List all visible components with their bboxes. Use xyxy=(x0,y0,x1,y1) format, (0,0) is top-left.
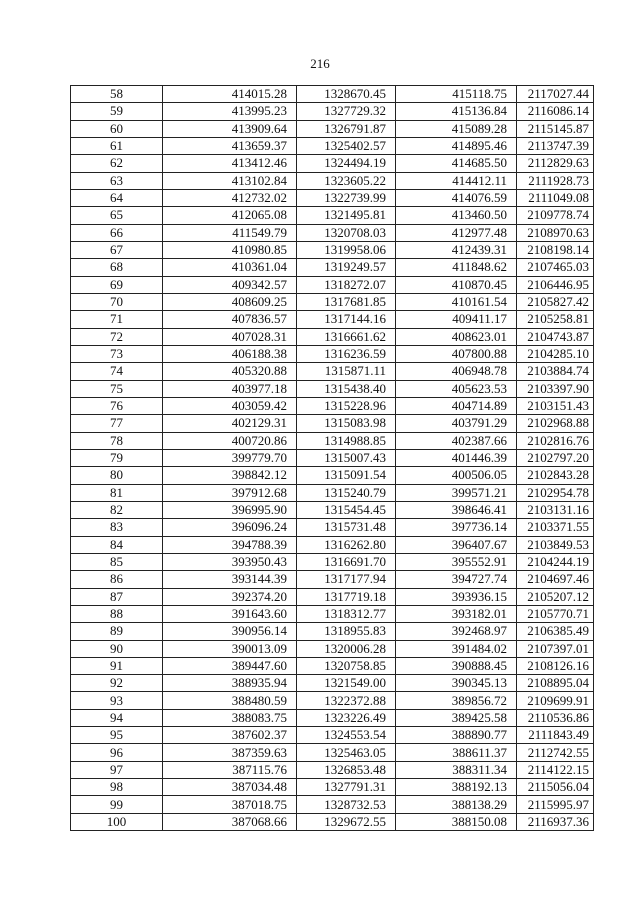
y2-cell: 2116086.14 xyxy=(517,103,594,120)
x2-cell: 390888.45 xyxy=(396,657,517,674)
table-row xyxy=(71,571,594,588)
y2-cell: 2107465.03 xyxy=(517,259,594,276)
y1-cell: 1318955.83 xyxy=(297,623,396,640)
y2-cell: 2109778.74 xyxy=(517,207,594,224)
point-number-cell: 78 xyxy=(71,432,163,449)
table-row xyxy=(71,501,594,518)
point-number-cell: 59 xyxy=(71,103,163,120)
x1-cell: 387115.76 xyxy=(163,761,297,778)
table-row xyxy=(71,86,594,103)
table-row xyxy=(71,189,594,206)
point-number-cell: 81 xyxy=(71,484,163,501)
y2-cell: 2117027.44 xyxy=(517,86,594,103)
table-row xyxy=(71,588,594,605)
y1-cell: 1326853.48 xyxy=(297,761,396,778)
point-number-cell: 67 xyxy=(71,241,163,258)
x1-cell: 413412.46 xyxy=(163,155,297,172)
x1-cell: 387068.66 xyxy=(163,813,297,830)
y1-cell: 1315083.98 xyxy=(297,415,396,432)
x2-cell: 414412.11 xyxy=(396,172,517,189)
x1-cell: 412065.08 xyxy=(163,207,297,224)
x1-cell: 412732.02 xyxy=(163,189,297,206)
x1-cell: 388083.75 xyxy=(163,709,297,726)
table-row xyxy=(71,484,594,501)
table-row xyxy=(71,813,594,830)
x2-cell: 388192.13 xyxy=(396,779,517,796)
y2-cell: 2102843.28 xyxy=(517,467,594,484)
table-row xyxy=(71,449,594,466)
point-number-cell: 70 xyxy=(71,293,163,310)
x1-cell: 390013.09 xyxy=(163,640,297,657)
x2-cell: 393182.01 xyxy=(396,605,517,622)
table-row xyxy=(71,345,594,362)
y2-cell: 2105207.12 xyxy=(517,588,594,605)
point-number-cell: 77 xyxy=(71,415,163,432)
x2-cell: 406948.78 xyxy=(396,363,517,380)
y1-cell: 1320708.03 xyxy=(297,224,396,241)
x2-cell: 389425.58 xyxy=(396,709,517,726)
point-number-cell: 93 xyxy=(71,692,163,709)
x2-cell: 395552.91 xyxy=(396,553,517,570)
y1-cell: 1318272.07 xyxy=(297,276,396,293)
x2-cell: 407800.88 xyxy=(396,345,517,362)
y1-cell: 1315454.45 xyxy=(297,501,396,518)
y1-cell: 1329672.55 xyxy=(297,813,396,830)
y1-cell: 1322372.88 xyxy=(297,692,396,709)
y1-cell: 1320006.28 xyxy=(297,640,396,657)
y2-cell: 2108198.14 xyxy=(517,241,594,258)
point-number-cell: 62 xyxy=(71,155,163,172)
x1-cell: 410980.85 xyxy=(163,241,297,258)
y1-cell: 1320758.85 xyxy=(297,657,396,674)
x1-cell: 396096.24 xyxy=(163,519,297,536)
x2-cell: 414895.46 xyxy=(396,137,517,154)
point-number-cell: 80 xyxy=(71,467,163,484)
y2-cell: 2105258.81 xyxy=(517,311,594,328)
x1-cell: 408609.25 xyxy=(163,293,297,310)
x1-cell: 407028.31 xyxy=(163,328,297,345)
y1-cell: 1315240.79 xyxy=(297,484,396,501)
table-row xyxy=(71,380,594,397)
y2-cell: 2103131.16 xyxy=(517,501,594,518)
x2-cell: 392468.97 xyxy=(396,623,517,640)
x2-cell: 388138.29 xyxy=(396,796,517,813)
y1-cell: 1318312.77 xyxy=(297,605,396,622)
table-row xyxy=(71,224,594,241)
table-row xyxy=(71,311,594,328)
x2-cell: 398646.41 xyxy=(396,501,517,518)
y1-cell: 1314988.85 xyxy=(297,432,396,449)
point-number-cell: 85 xyxy=(71,553,163,570)
y2-cell: 2103849.53 xyxy=(517,536,594,553)
x1-cell: 402129.31 xyxy=(163,415,297,432)
y2-cell: 2111928.73 xyxy=(517,172,594,189)
point-number-cell: 75 xyxy=(71,380,163,397)
y2-cell: 2105770.71 xyxy=(517,605,594,622)
y1-cell: 1315007.43 xyxy=(297,449,396,466)
table-row xyxy=(71,519,594,536)
x1-cell: 388935.94 xyxy=(163,675,297,692)
x1-cell: 387359.63 xyxy=(163,744,297,761)
coordinates-table-body xyxy=(71,86,594,831)
y2-cell: 2106385.49 xyxy=(517,623,594,640)
point-number-cell: 74 xyxy=(71,363,163,380)
x1-cell: 411549.79 xyxy=(163,224,297,241)
y1-cell: 1327729.32 xyxy=(297,103,396,120)
x1-cell: 394788.39 xyxy=(163,536,297,553)
x1-cell: 393144.39 xyxy=(163,571,297,588)
coordinates-table xyxy=(70,85,594,831)
y2-cell: 2106446.95 xyxy=(517,276,594,293)
point-number-cell: 86 xyxy=(71,571,163,588)
table-row xyxy=(71,536,594,553)
x1-cell: 388480.59 xyxy=(163,692,297,709)
point-number-cell: 83 xyxy=(71,519,163,536)
y2-cell: 2108970.63 xyxy=(517,224,594,241)
x2-cell: 388150.08 xyxy=(396,813,517,830)
table-row xyxy=(71,241,594,258)
table-row xyxy=(71,675,594,692)
x2-cell: 396407.67 xyxy=(396,536,517,553)
x1-cell: 396995.90 xyxy=(163,501,297,518)
table-row xyxy=(71,293,594,310)
table-row xyxy=(71,657,594,674)
y2-cell: 2105827.42 xyxy=(517,293,594,310)
x2-cell: 403791.29 xyxy=(396,415,517,432)
y1-cell: 1315091.54 xyxy=(297,467,396,484)
x1-cell: 400720.86 xyxy=(163,432,297,449)
y2-cell: 2103151.43 xyxy=(517,397,594,414)
x2-cell: 411848.62 xyxy=(396,259,517,276)
point-number-cell: 97 xyxy=(71,761,163,778)
table-row xyxy=(71,709,594,726)
table-row xyxy=(71,415,594,432)
point-number-cell: 61 xyxy=(71,137,163,154)
x2-cell: 415136.84 xyxy=(396,103,517,120)
x1-cell: 387602.37 xyxy=(163,727,297,744)
x2-cell: 394727.74 xyxy=(396,571,517,588)
x1-cell: 392374.20 xyxy=(163,588,297,605)
y1-cell: 1317177.94 xyxy=(297,571,396,588)
x2-cell: 402387.66 xyxy=(396,432,517,449)
x1-cell: 390956.14 xyxy=(163,623,297,640)
y1-cell: 1319249.57 xyxy=(297,259,396,276)
x1-cell: 393950.43 xyxy=(163,553,297,570)
point-number-cell: 88 xyxy=(71,605,163,622)
point-number-cell: 64 xyxy=(71,189,163,206)
x2-cell: 391484.02 xyxy=(396,640,517,657)
page-number: 216 xyxy=(310,56,330,71)
point-number-cell: 71 xyxy=(71,311,163,328)
y2-cell: 2111843.49 xyxy=(517,727,594,744)
point-number-cell: 69 xyxy=(71,276,163,293)
x1-cell: 405320.88 xyxy=(163,363,297,380)
y2-cell: 2104697.46 xyxy=(517,571,594,588)
x2-cell: 405623.53 xyxy=(396,380,517,397)
y2-cell: 2102797.20 xyxy=(517,449,594,466)
y1-cell: 1315731.48 xyxy=(297,519,396,536)
point-number-cell: 68 xyxy=(71,259,163,276)
table-row xyxy=(71,692,594,709)
y2-cell: 2104285.10 xyxy=(517,345,594,362)
x2-cell: 388890.77 xyxy=(396,727,517,744)
x2-cell: 400506.05 xyxy=(396,467,517,484)
y2-cell: 2102954.78 xyxy=(517,484,594,501)
y1-cell: 1326791.87 xyxy=(297,120,396,137)
x1-cell: 403059.42 xyxy=(163,397,297,414)
x1-cell: 397912.68 xyxy=(163,484,297,501)
table-row xyxy=(71,207,594,224)
y2-cell: 2115995.97 xyxy=(517,796,594,813)
point-number-cell: 84 xyxy=(71,536,163,553)
x2-cell: 415089.28 xyxy=(396,120,517,137)
x2-cell: 401446.39 xyxy=(396,449,517,466)
x1-cell: 391643.60 xyxy=(163,605,297,622)
y1-cell: 1321549.00 xyxy=(297,675,396,692)
point-number-cell: 73 xyxy=(71,345,163,362)
x2-cell: 410870.45 xyxy=(396,276,517,293)
table-row xyxy=(71,259,594,276)
y2-cell: 2102816.76 xyxy=(517,432,594,449)
y2-cell: 2115056.04 xyxy=(517,779,594,796)
table-row xyxy=(71,137,594,154)
y1-cell: 1327791.31 xyxy=(297,779,396,796)
x2-cell: 413460.50 xyxy=(396,207,517,224)
y1-cell: 1322739.99 xyxy=(297,189,396,206)
table-row xyxy=(71,796,594,813)
x1-cell: 399779.70 xyxy=(163,449,297,466)
x1-cell: 413659.37 xyxy=(163,137,297,154)
x2-cell: 409411.17 xyxy=(396,311,517,328)
y2-cell: 2103884.74 xyxy=(517,363,594,380)
table-row xyxy=(71,727,594,744)
point-number-cell: 89 xyxy=(71,623,163,640)
y2-cell: 2111049.08 xyxy=(517,189,594,206)
table-row xyxy=(71,103,594,120)
y2-cell: 2114122.15 xyxy=(517,761,594,778)
y1-cell: 1323605.22 xyxy=(297,172,396,189)
x2-cell: 389856.72 xyxy=(396,692,517,709)
y1-cell: 1315871.11 xyxy=(297,363,396,380)
table-row xyxy=(71,623,594,640)
y1-cell: 1316661.62 xyxy=(297,328,396,345)
y1-cell: 1316691.70 xyxy=(297,553,396,570)
point-number-cell: 87 xyxy=(71,588,163,605)
y1-cell: 1325463.05 xyxy=(297,744,396,761)
x2-cell: 414076.59 xyxy=(396,189,517,206)
y1-cell: 1315228.96 xyxy=(297,397,396,414)
table-row xyxy=(71,432,594,449)
y2-cell: 2108126.16 xyxy=(517,657,594,674)
table-row xyxy=(71,553,594,570)
x2-cell: 414685.50 xyxy=(396,155,517,172)
y1-cell: 1316236.59 xyxy=(297,345,396,362)
x2-cell: 393936.15 xyxy=(396,588,517,605)
point-number-cell: 65 xyxy=(71,207,163,224)
table-row xyxy=(71,155,594,172)
y2-cell: 2103371.55 xyxy=(517,519,594,536)
x1-cell: 414015.28 xyxy=(163,86,297,103)
x1-cell: 398842.12 xyxy=(163,467,297,484)
x1-cell: 409342.57 xyxy=(163,276,297,293)
table-row xyxy=(71,276,594,293)
y2-cell: 2112742.55 xyxy=(517,744,594,761)
y1-cell: 1317719.18 xyxy=(297,588,396,605)
x2-cell: 408623.01 xyxy=(396,328,517,345)
y2-cell: 2104743.87 xyxy=(517,328,594,345)
table-row xyxy=(71,397,594,414)
table-row xyxy=(71,363,594,380)
x1-cell: 413909.64 xyxy=(163,120,297,137)
point-number-cell: 58 xyxy=(71,86,163,103)
y1-cell: 1323226.49 xyxy=(297,709,396,726)
point-number-cell: 98 xyxy=(71,779,163,796)
y2-cell: 2107397.01 xyxy=(517,640,594,657)
table-row xyxy=(71,640,594,657)
table-row xyxy=(71,172,594,189)
x1-cell: 407836.57 xyxy=(163,311,297,328)
x2-cell: 388611.37 xyxy=(396,744,517,761)
table-row xyxy=(71,779,594,796)
point-number-cell: 82 xyxy=(71,501,163,518)
x2-cell: 415118.75 xyxy=(396,86,517,103)
x1-cell: 403977.18 xyxy=(163,380,297,397)
x2-cell: 410161.54 xyxy=(396,293,517,310)
point-number-cell: 99 xyxy=(71,796,163,813)
y1-cell: 1325402.57 xyxy=(297,137,396,154)
point-number-cell: 60 xyxy=(71,120,163,137)
x1-cell: 387018.75 xyxy=(163,796,297,813)
x1-cell: 413995.23 xyxy=(163,103,297,120)
table-row xyxy=(71,328,594,345)
y1-cell: 1317681.85 xyxy=(297,293,396,310)
table-row xyxy=(71,120,594,137)
point-number-cell: 95 xyxy=(71,727,163,744)
y1-cell: 1321495.81 xyxy=(297,207,396,224)
y2-cell: 2108895.04 xyxy=(517,675,594,692)
y1-cell: 1316262.80 xyxy=(297,536,396,553)
y2-cell: 2104244.19 xyxy=(517,553,594,570)
point-number-cell: 92 xyxy=(71,675,163,692)
x1-cell: 406188.38 xyxy=(163,345,297,362)
y1-cell: 1319958.06 xyxy=(297,241,396,258)
x1-cell: 387034.48 xyxy=(163,779,297,796)
y1-cell: 1328732.53 xyxy=(297,796,396,813)
point-number-cell: 91 xyxy=(71,657,163,674)
point-number-cell: 72 xyxy=(71,328,163,345)
x1-cell: 413102.84 xyxy=(163,172,297,189)
point-number-cell: 79 xyxy=(71,449,163,466)
point-number-cell: 63 xyxy=(71,172,163,189)
x1-cell: 389447.60 xyxy=(163,657,297,674)
x2-cell: 399571.21 xyxy=(396,484,517,501)
point-number-cell: 90 xyxy=(71,640,163,657)
point-number-cell: 66 xyxy=(71,224,163,241)
table-row xyxy=(71,467,594,484)
y1-cell: 1328670.45 xyxy=(297,86,396,103)
y2-cell: 2109699.91 xyxy=(517,692,594,709)
x2-cell: 397736.14 xyxy=(396,519,517,536)
y2-cell: 2112829.63 xyxy=(517,155,594,172)
x2-cell: 390345.13 xyxy=(396,675,517,692)
y2-cell: 2116937.36 xyxy=(517,813,594,830)
y2-cell: 2115145.87 xyxy=(517,120,594,137)
x2-cell: 404714.89 xyxy=(396,397,517,414)
x1-cell: 410361.04 xyxy=(163,259,297,276)
y2-cell: 2102968.88 xyxy=(517,415,594,432)
table-row xyxy=(71,605,594,622)
y1-cell: 1317144.16 xyxy=(297,311,396,328)
y2-cell: 2103397.90 xyxy=(517,380,594,397)
table-row xyxy=(71,744,594,761)
x2-cell: 412439.31 xyxy=(396,241,517,258)
y1-cell: 1324553.54 xyxy=(297,727,396,744)
x2-cell: 412977.48 xyxy=(396,224,517,241)
y2-cell: 2113747.39 xyxy=(517,137,594,154)
x2-cell: 388311.34 xyxy=(396,761,517,778)
point-number-cell: 96 xyxy=(71,744,163,761)
y2-cell: 2110536.86 xyxy=(517,709,594,726)
y1-cell: 1324494.19 xyxy=(297,155,396,172)
point-number-cell: 76 xyxy=(71,397,163,414)
point-number-cell: 100 xyxy=(71,813,163,830)
point-number-cell: 94 xyxy=(71,709,163,726)
y1-cell: 1315438.40 xyxy=(297,380,396,397)
table-row xyxy=(71,761,594,778)
